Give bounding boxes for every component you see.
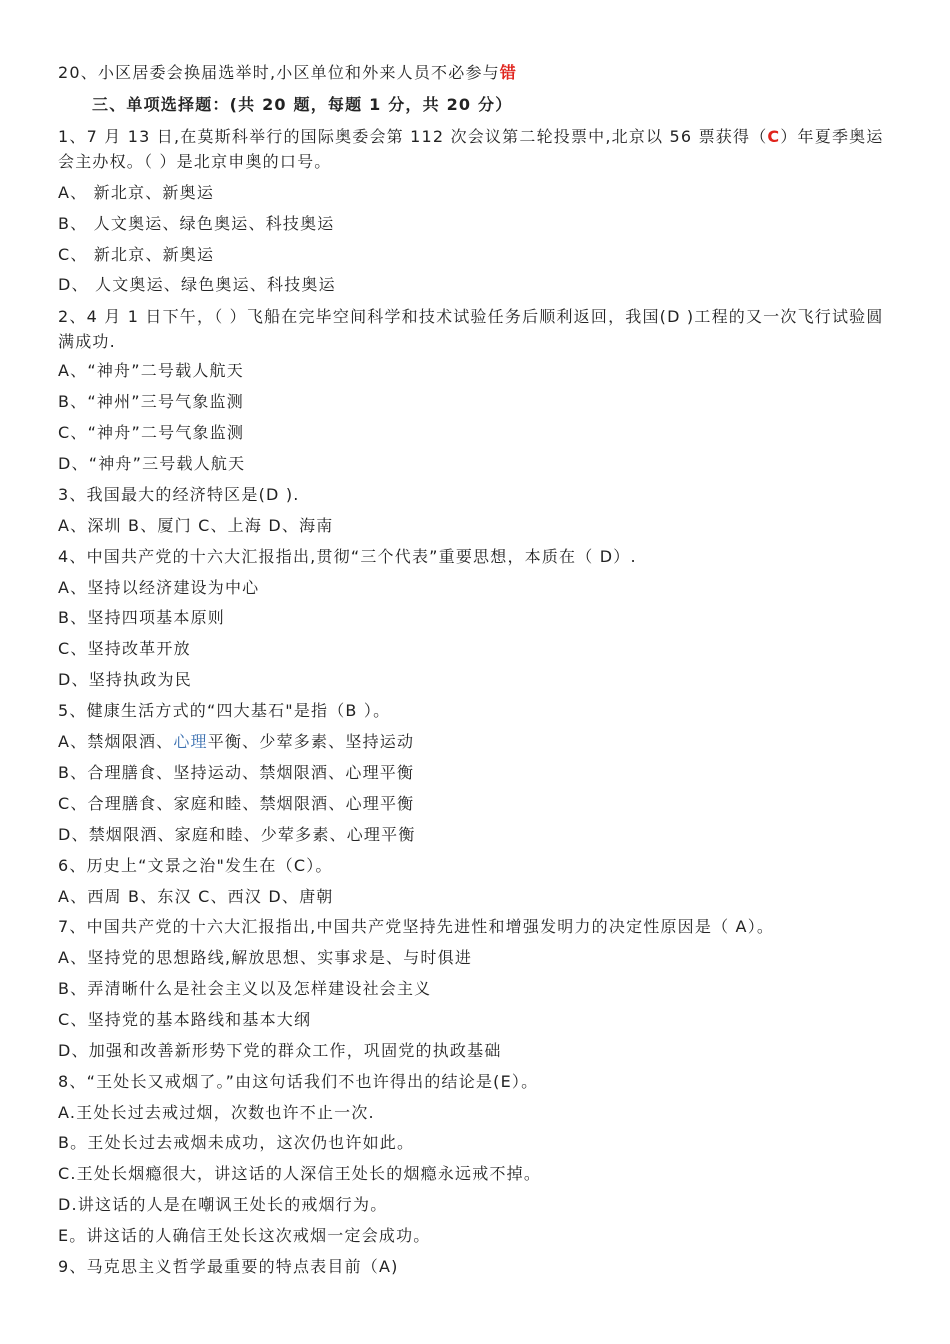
option: E。讲这话的人确信王处长这次戒烟一定会成功。 — [58, 1226, 431, 1245]
option: C.王处长烟瘾很大，讲这话的人深信王处长的烟瘾永远戒不掉。 — [58, 1164, 542, 1183]
option: D、“神舟”三号载人航天 — [58, 454, 246, 473]
option: B。王处长过去戒烟未成功，这次仍也许如此。 — [58, 1133, 415, 1152]
option: D、加强和改善新形势下党的群众工作，巩固党的执政基础 — [58, 1041, 502, 1060]
option: C、坚持改革开放 — [58, 639, 191, 658]
option-row: A、深圳 B、厦门 C、上海 D、海南 — [58, 516, 334, 535]
option: A.王处长过去戒过烟，次数也许不止一次. — [58, 1103, 375, 1122]
option-text: A、禁烟限酒、 — [58, 732, 174, 751]
true-false-item-20 — [58, 62, 517, 84]
option: A、坚持党的思想路线,解放思想、实事求是、与时俱进 — [58, 948, 473, 967]
option: D、坚持执政为民 — [58, 670, 192, 689]
option: C、“神舟”二号气象监测 — [58, 423, 245, 442]
question-4: 4、中国共产党的十六大汇报指出,贯彻“三个代表”重要思想，本质在（ D）. — [58, 547, 637, 566]
option: C、合理膳食、家庭和睦、禁烟限酒、心理平衡 — [58, 794, 415, 813]
hyperlink[interactable]: 心理 — [173, 732, 208, 751]
option: D、 人文奥运、绿色奥运、科技奥运 — [58, 275, 336, 294]
question-3: 3、我国最大的经济特区是(D ). — [58, 485, 300, 504]
item-text: 20、小区居委会换届选举时,小区单位和外来人员不必参与 — [58, 63, 500, 82]
option-text-rest: 平衡、少荤多素、坚持运动 — [207, 732, 415, 751]
option: A、坚持以经济建设为中心 — [58, 578, 260, 597]
option: B、 人文奥运、绿色奥运、科技奥运 — [58, 214, 335, 233]
question-text: 1、7 月 13 日,在莫斯科举行的国际奥委会第 112 次会议第二轮投票中,北京以 56 票获得（ — [58, 127, 768, 146]
option: D.讲这话的人是在嘲讽王处长的戒烟行为。 — [58, 1195, 388, 1214]
question-1 — [58, 124, 888, 174]
question-text-rest: ）年夏季奥运会主办权。（ ）是北京申奥的口号。 — [58, 127, 884, 171]
option: B、弄清晰什么是社会主义以及怎样建设社会主义 — [58, 979, 432, 998]
question-7: 7、中国共产党的十六大汇报指出,中国共产党坚持先进性和增强发明力的决定性原因是（ A）。 — [58, 917, 775, 936]
option: B、坚持四项基本原则 — [58, 608, 225, 627]
question-2: 2、4 月 1 日下午，（ ）飞船在完毕空间科学和技术试验任务后顺利返回，我国(D )工程的又一次飞行试验圆满成功. — [58, 307, 884, 351]
option: B、合理膳食、坚持运动、禁烟限酒、心理平衡 — [58, 763, 415, 782]
answer-mark: C — [767, 127, 781, 146]
option: B、“神州”三号气象监测 — [58, 392, 244, 411]
option: A、 新北京、新奥运 — [58, 183, 215, 202]
option: C、坚持党的基本路线和基本大纲 — [58, 1010, 312, 1029]
answer-mark: 错 — [499, 63, 518, 82]
question-8: 8、“王处长又戒烟了。”由这句话我们不也许得出的结论是(E）。 — [58, 1072, 539, 1091]
option: A、“神舟”二号载人航天 — [58, 361, 244, 380]
option: D、禁烟限酒、家庭和睦、少荤多素、心理平衡 — [58, 825, 416, 844]
question-9: 9、马克思主义哲学最重要的特点表目前（A) — [58, 1257, 399, 1276]
option: C、 新北京、新奥运 — [58, 245, 215, 264]
question-6: 6、历史上“文景之治"发生在（C）。 — [58, 856, 333, 875]
question-5: 5、健康生活方式的“四大基石"是指（B ）。 — [58, 701, 391, 720]
option-row: A、西周 B、东汉 C、西汉 D、唐朝 — [58, 887, 334, 906]
section-title: 三、单项选择题：(共 20 题，每题 1 分，共 20 分） — [92, 95, 513, 114]
option — [58, 731, 414, 753]
